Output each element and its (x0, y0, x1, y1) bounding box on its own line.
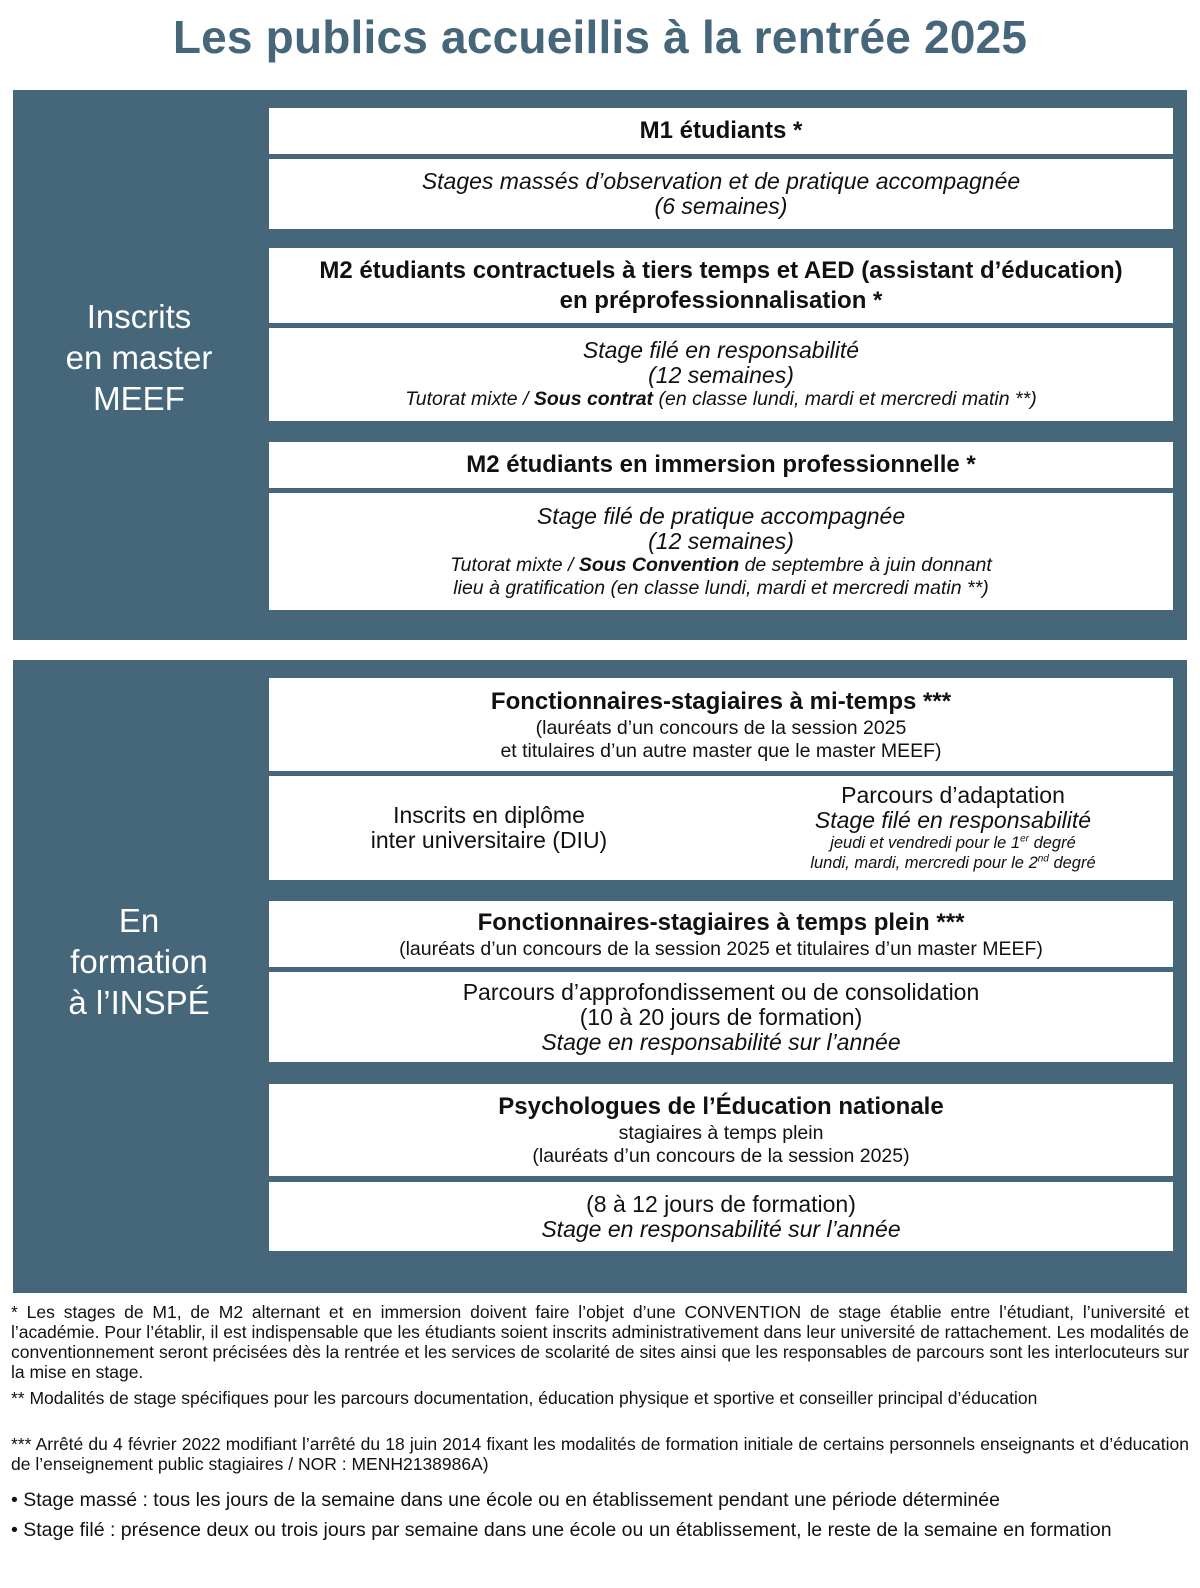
psy-desc-box (269, 1182, 1173, 1251)
section-label-inspe (13, 900, 265, 1023)
temps-plein-heading: Fonctionnaires-stagiaires à temps plein *** (477, 908, 965, 936)
adaptation-text: lundi, mardi, mercredi pour le 2 (810, 854, 1038, 872)
footnote-convention: * Les stages de M1, de M2 alternant et en immersion doivent faire l’objet d’une CONVENTION de stage établie entre l’étudiant, l’université et l’académie. Pour l’établir, il est indispensable que les étudiants soient inscrits administrativement dans leur université de rattachement. Les modalités de conventionnement seront précisées dès la rentrée et les services de scolarité de sites ainsi que les responsables de parcours sont les interlocuteurs sur la mise en stage. (11, 1302, 1189, 1382)
m2-contract-heading-box (269, 248, 1173, 323)
adaptation-text: jeudi et vendredi pour le 1 (830, 834, 1021, 852)
m2-immersion-note (450, 554, 992, 577)
mi-temps-sub: et titulaires d’un autre master que le master MEEF) (500, 739, 942, 762)
adaptation-text: degré (1029, 834, 1076, 852)
bullet-stage-masse: • Stage massé : tous les jours de la semaine dans une école ou en établissement pendant une période déterminée (11, 1489, 1000, 1511)
m2-contract-desc-line: Stage filé en responsabilité (582, 337, 860, 363)
psy-heading-box (269, 1084, 1173, 1176)
note-bold: Sous contrat (533, 388, 654, 410)
footnote-modalites: ** Modalités de stage spécifiques pour les parcours documentation, éducation physique et sportive et conseiller principal d’éducation (11, 1388, 1038, 1408)
m2-immersion-heading: M2 étudiants en immersion professionnelle * (466, 451, 976, 478)
mi-temps-heading: Fonctionnaires-stagiaires à mi-temps *** (490, 687, 952, 715)
note-bold: Sous Convention (578, 553, 740, 576)
m2-immersion-desc-line: (12 semaines) (648, 527, 794, 554)
label-line: En (118, 902, 160, 939)
adaptation-text: degré (1048, 854, 1096, 872)
ordinal-sup: nd (1037, 853, 1049, 865)
temps-plein-desc-box (269, 972, 1173, 1062)
ordinal-sup: er (1020, 833, 1029, 845)
m1-heading: M1 étudiants * (639, 117, 803, 144)
mi-temps-heading-box (269, 678, 1173, 771)
adaptation-line1 (830, 833, 1076, 853)
adaptation-line2 (810, 853, 1095, 873)
page-title: Les publics accueillis à la rentrée 2025 (172, 11, 1028, 63)
psy-heading: Psychologues de l’Éducation nationale (498, 1093, 944, 1120)
temps-plein-sub: (lauréats d’un concours de la session 2025 et titulaires d’un master MEEF) (399, 937, 1043, 960)
note-suffix: de septembre à juin donnant (739, 553, 992, 576)
m2-contract-heading: M2 étudiants contractuels à tiers temps et AED (assistant d’éducation) (319, 256, 1123, 284)
note-prefix: Tutorat mixte / (405, 388, 534, 410)
label-line: à l’INSPÉ (68, 984, 210, 1021)
temps-plein-stage: Stage en responsabilité sur l’année (541, 1028, 901, 1055)
section-inspe (13, 660, 1187, 1293)
label-line: MEEF (93, 380, 185, 417)
mi-temps-sub: (lauréats d’un concours de la session 2025 (535, 716, 907, 739)
adaptation-title: Parcours d’adaptation (841, 782, 1065, 808)
m1-desc-line: (6 semaines) (654, 193, 788, 219)
label-line: Inscrits (86, 298, 192, 335)
label-line: formation (70, 943, 208, 980)
note-suffix: (en classe lundi, mardi et mercredi matin **) (653, 388, 1037, 410)
m2-contract-note (405, 388, 1036, 411)
m1-desc-box (269, 159, 1173, 229)
label-line: en master (65, 339, 213, 376)
section-master-meef (13, 90, 1187, 640)
temps-plein-desc-line: (10 à 20 jours de formation) (579, 1003, 863, 1030)
m2-contract-desc-box (269, 328, 1173, 421)
footnote-arrete: *** Arrêté du 4 février 2022 modifiant l’arrêté du 18 juin 2014 fixant les modalités de formation initiale de certains personnels enseignants et d’éducation de l’enseignement public stagiaires / NOR : MENH2138986A) (11, 1434, 1189, 1474)
adaptation-block (733, 783, 1173, 873)
m2-immersion-note-line2: lieu à gratification (en classe lundi, mardi et mercredi matin **) (453, 576, 989, 599)
psy-sub: stagiaires à temps plein (618, 1122, 824, 1144)
psy-desc: (8 à 12 jours de formation) (586, 1190, 856, 1217)
m2-contract-heading: en préprofessionnalisation * (559, 286, 883, 314)
m2-immersion-desc-box (269, 493, 1173, 610)
m1-heading-box (269, 108, 1173, 154)
psy-sub: (lauréats d’un concours de la session 2025) (532, 1145, 910, 1167)
diu-line: Inscrits en diplôme (393, 802, 585, 828)
m1-desc-line: Stages massés d’observation et de pratique accompagnée (421, 168, 1021, 194)
mi-temps-detail-box (269, 776, 1173, 880)
adaptation-stage: Stage filé en responsabilité (814, 807, 1092, 833)
temps-plein-heading-box (269, 901, 1173, 967)
bullet-stage-file: • Stage filé : présence deux ou trois jours par semaine dans une école ou un établissement, le reste de la semaine en formation (11, 1519, 1112, 1541)
m2-immersion-heading-box (269, 442, 1173, 488)
temps-plein-desc-line: Parcours d’approfondissement ou de consolidation (462, 978, 980, 1005)
m2-contract-desc-line: (12 semaines) (648, 362, 794, 388)
psy-stage: Stage en responsabilité sur l’année (541, 1215, 901, 1242)
diu-block (269, 803, 709, 853)
m2-immersion-desc-line: Stage filé de pratique accompagnée (536, 502, 906, 529)
note-prefix: Tutorat mixte / (450, 553, 579, 576)
diu-line: inter universitaire (DIU) (370, 827, 608, 853)
section-label-master (13, 296, 265, 419)
